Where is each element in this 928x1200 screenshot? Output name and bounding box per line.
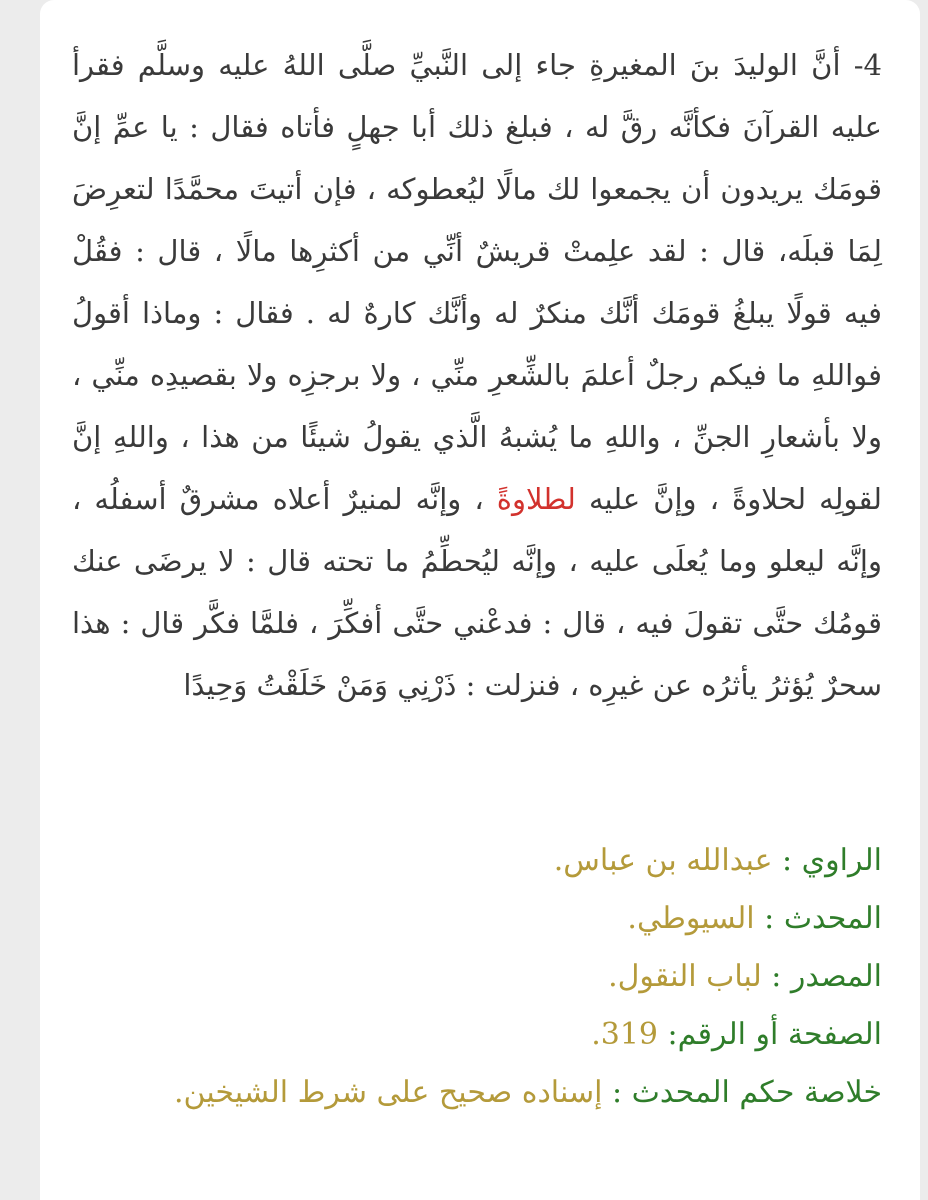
hadith-card [40, 0, 920, 1200]
page-number-row [72, 1006, 882, 1064]
narrator-value: عبدالله بن عباس. [553, 843, 773, 878]
source-value: لباب النقول. [608, 959, 762, 994]
narrator-label: الراوي : [782, 843, 882, 878]
muhaddith-row [72, 890, 882, 948]
hadith-text-before: 4- أنَّ الوليدَ بنَ المغيرةِ جاء إلى النَّبيِّ صلَّى اللهُ عليه وسلَّم فقرأ عليه القرآنَ فكأنَّه رقَّ له ، فبلغ ذلك أبا جهلٍ فأتاه فقال : يا عمِّ إنَّ قومَك يريدون أن يجمعوا لك مالًا ليُعطوكه ، فإن أتيتَ محمَّدًا لتعرِضَ لِمَا قبلَه، قال : لقد علِمتْ قريشٌ أنِّي من أكثرِها مالًا ، قال : فقُلْ فيه قولًا يبلغُ قومَك أنَّك منكرٌ له وأنَّك كارهٌ له . فقال : وماذا أقولُ فواللهِ ما فيكم رجلٌ أعلمَ بالشِّعرِ منِّي ، ولا برجزِه ولا بقصيدِه منِّي ، ولا بأشعارِ الجنِّ ، واللهِ ما يُشبهُ الَّذي يقولُ شيئًا من هذا ، واللهِ إنَّ لقولِه لحلاوةً ، وإنَّ عليه [72, 48, 882, 516]
page-number-value: 319. [591, 1017, 658, 1052]
judgement-value: إسناده صحيح على شرط الشيخين. [173, 1075, 603, 1110]
source-row [72, 948, 882, 1006]
hadith-text-after: ، وإنَّه لمنيرٌ أعلاه مشرقٌ أسفلُه ، وإنَّه ليعلو وما يُعلَى عليه ، وإنَّه ليُحطِّمُ ما تحته قال : لا يرضَى عنك قومُك حتَّى تقولَ فيه ، قال : فدعْني حتَّى أفكِّرَ ، فلمَّا فكَّر قال : هذا سحرٌ يُؤثرُ يأثرُه عن غيرِه ، فنزلت : ذَرْنِي وَمَنْ خَلَقْتُ وَحِيدًا [72, 482, 882, 702]
judgement-row [72, 1064, 882, 1122]
muhaddith-value: السيوطي. [627, 901, 755, 936]
narrator-row [72, 832, 882, 890]
source-label: المصدر : [771, 959, 882, 994]
page-number-label: الصفحة أو الرقم: [667, 1017, 882, 1052]
hadith-highlight-word: لطلاوةً [496, 482, 576, 516]
hadith-metadata [72, 832, 882, 1122]
muhaddith-label: المحدث : [764, 901, 882, 936]
hadith-text [72, 34, 882, 716]
judgement-label: خلاصة حكم المحدث : [612, 1075, 882, 1110]
